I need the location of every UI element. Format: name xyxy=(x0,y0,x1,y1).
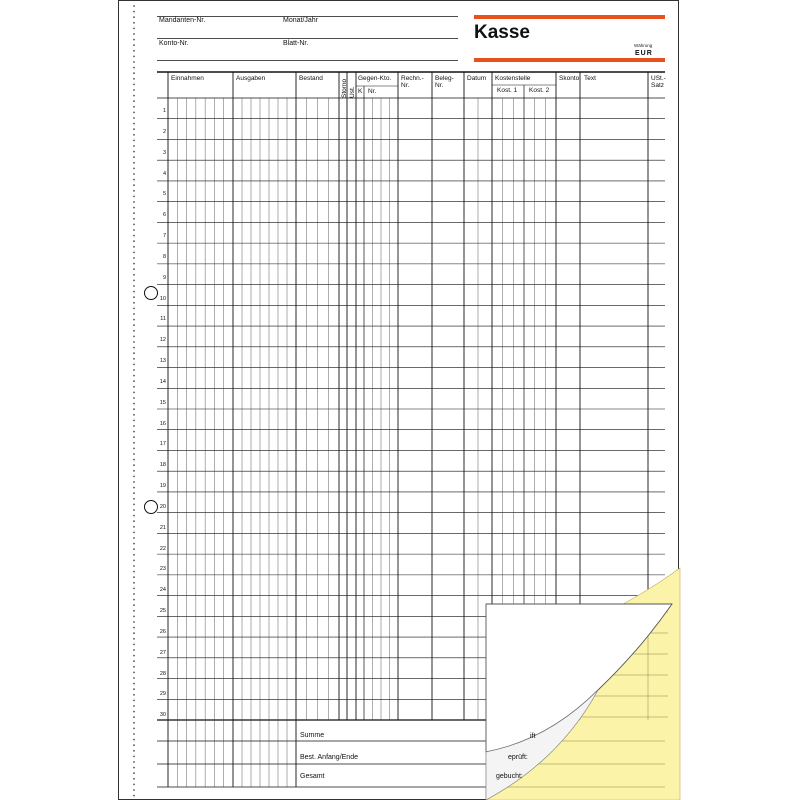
perforation-dot xyxy=(133,61,135,63)
best-anfang-ende-label: Best. Anfang/Ende xyxy=(300,754,358,761)
perforation-dot xyxy=(133,212,135,214)
perforation-dot xyxy=(133,744,135,746)
perforation-dot xyxy=(133,700,135,702)
perforation-dot xyxy=(133,380,135,382)
perforation-dot xyxy=(133,263,135,265)
perforation-dot xyxy=(133,16,135,18)
perforation-dot xyxy=(133,537,135,539)
perforation-dot xyxy=(133,481,135,483)
perforation-dot xyxy=(133,778,135,780)
row-number: 13 xyxy=(159,358,166,364)
perforation-dot xyxy=(133,235,135,237)
col-bestand: Bestand xyxy=(299,75,323,82)
perforation-dot xyxy=(133,588,135,590)
row-number: 15 xyxy=(159,400,166,406)
col-einnahmen: Einnahmen xyxy=(171,75,204,82)
row-number: 26 xyxy=(159,629,166,635)
perforation-dot xyxy=(133,655,135,657)
perforation-dot xyxy=(133,252,135,254)
perforation-dot xyxy=(133,683,135,685)
perforation-dot xyxy=(133,599,135,601)
row-number: 29 xyxy=(159,691,166,697)
perforation-dot xyxy=(133,593,135,595)
row-number: 24 xyxy=(159,587,166,593)
perforation-dot xyxy=(133,565,135,567)
perforation-dot xyxy=(133,408,135,410)
perforation-dot xyxy=(133,330,135,332)
perforation-dot xyxy=(133,201,135,203)
perforation-dot xyxy=(133,772,135,774)
row-number: 23 xyxy=(159,566,166,572)
col-datum: Datum xyxy=(467,75,487,82)
row-number: 28 xyxy=(159,671,166,677)
perforation-dot xyxy=(133,218,135,220)
perforation-dot xyxy=(133,11,135,13)
gebucht-label: gebucht: xyxy=(496,773,523,780)
perforation-dot xyxy=(133,336,135,338)
row-number: 7 xyxy=(162,233,166,239)
perforation-dot xyxy=(133,616,135,618)
row-number: 2 xyxy=(162,129,166,135)
row-number: 6 xyxy=(162,212,166,218)
col-k: K xyxy=(358,88,363,95)
perforation-dot xyxy=(133,711,135,713)
perforation-dot xyxy=(133,487,135,489)
perforation-dot xyxy=(133,89,135,91)
perforation-dot xyxy=(133,274,135,276)
perforation-dot xyxy=(133,672,135,674)
perforation-dot xyxy=(133,364,135,366)
col-kost1: Kost. 1 xyxy=(497,87,518,94)
perforation-dot xyxy=(133,22,135,24)
row-number: 12 xyxy=(159,337,166,343)
perforation-dot xyxy=(133,795,135,797)
row-number: 30 xyxy=(159,712,166,718)
perforation-dot xyxy=(133,649,135,651)
perforation-dot xyxy=(133,145,135,147)
row-number: 5 xyxy=(162,191,166,197)
perforation-dot xyxy=(133,39,135,41)
perforation-dot xyxy=(133,784,135,786)
gesamt-label: Gesamt xyxy=(300,773,325,780)
perforation-dot xyxy=(133,571,135,573)
perforation-dot xyxy=(133,100,135,102)
perforation-dot xyxy=(133,694,135,696)
perforation-dot xyxy=(133,128,135,130)
perforation-dot xyxy=(133,33,135,35)
perforation-dot xyxy=(133,156,135,158)
perforation-dot xyxy=(133,442,135,444)
row-number: 1 xyxy=(162,108,166,114)
perforation-dot xyxy=(133,666,135,668)
perforation-dot xyxy=(133,470,135,472)
col-skonto: Skonto xyxy=(559,75,580,82)
perforation-dot xyxy=(133,352,135,354)
perforation-dot xyxy=(133,560,135,562)
row-number: 14 xyxy=(159,379,166,385)
unterschrift-label: ift xyxy=(530,733,536,740)
perforation-dot xyxy=(133,632,135,634)
row-number: 10 xyxy=(159,296,166,302)
perforation-dot xyxy=(133,123,135,125)
perforation-dot xyxy=(133,660,135,662)
perforation-dot xyxy=(133,67,135,69)
perforation-dot xyxy=(133,761,135,763)
blatt-nr-label: Blatt-Nr. xyxy=(283,40,309,47)
perforation-dot xyxy=(133,756,135,758)
konto-nr-label: Konto-Nr. xyxy=(159,40,189,47)
perforation-dot xyxy=(133,722,135,724)
col-ust-satz: USt.-Satz xyxy=(651,75,666,89)
perforation-dot xyxy=(133,576,135,578)
perforation-dot xyxy=(133,168,135,170)
perforation-dot xyxy=(133,151,135,153)
perforation-dot xyxy=(133,291,135,293)
perforation-dot xyxy=(133,425,135,427)
currency-value: EUR xyxy=(635,50,653,57)
col-ausgaben: Ausgaben xyxy=(236,75,266,82)
perforation-dot xyxy=(133,369,135,371)
perforation-dot xyxy=(133,436,135,438)
perforation-dot xyxy=(133,789,135,791)
row-number: 4 xyxy=(162,171,166,177)
mandanten-nr-label: Mandanten-Nr. xyxy=(159,17,206,24)
perforation-dot xyxy=(133,324,135,326)
perforation-dot xyxy=(133,240,135,242)
perforation-dot xyxy=(133,28,135,30)
row-number: 18 xyxy=(159,462,166,468)
col-text: Text xyxy=(584,75,596,82)
perforation-dot xyxy=(133,476,135,478)
form-title: Kasse xyxy=(474,22,530,43)
perforation-dot xyxy=(133,464,135,466)
perforation-dot xyxy=(133,5,135,7)
col-kost2: Kost. 2 xyxy=(529,87,550,94)
summe-label: Summe xyxy=(300,732,325,739)
perforation-dot xyxy=(133,229,135,231)
perforation-dot xyxy=(133,515,135,517)
perforation-dot xyxy=(133,420,135,422)
perforation-dot xyxy=(133,268,135,270)
perforation-dot xyxy=(133,492,135,494)
perforation-dot xyxy=(133,733,135,735)
perforation-dot xyxy=(133,112,135,114)
perforation-dot xyxy=(133,347,135,349)
perforation-dot xyxy=(133,184,135,186)
row-number: 17 xyxy=(159,441,166,447)
row-number: 20 xyxy=(159,504,166,510)
perforation-dot xyxy=(133,532,135,534)
row-number: 21 xyxy=(159,525,166,531)
col-kostenstelle: Kostenstelle xyxy=(495,75,531,82)
perforation-dot xyxy=(133,224,135,226)
perforation-dot xyxy=(133,196,135,198)
perforation-dot xyxy=(133,56,135,58)
perforation-dot xyxy=(133,72,135,74)
perforation-dot xyxy=(133,403,135,405)
perforation-dot xyxy=(133,84,135,86)
title-accent-bar xyxy=(474,15,665,19)
perforation-dot xyxy=(133,106,135,108)
col-gegen-kto: Gegen-Kto. xyxy=(358,75,392,82)
row-number: 25 xyxy=(159,608,166,614)
row-number: 16 xyxy=(159,421,166,427)
perforation-dot xyxy=(133,285,135,287)
perforation-dot xyxy=(133,604,135,606)
perforation-dot xyxy=(133,627,135,629)
perforation-dot xyxy=(133,140,135,142)
perforation-dot xyxy=(133,644,135,646)
perforation-dot xyxy=(133,688,135,690)
perforation-dot xyxy=(133,308,135,310)
perforation-dot xyxy=(133,280,135,282)
perforation-dot xyxy=(133,392,135,394)
perforation-dot xyxy=(133,95,135,97)
perforation-dot xyxy=(133,548,135,550)
perforation-dot xyxy=(133,520,135,522)
perforation-dot xyxy=(133,621,135,623)
perforation-dot xyxy=(133,638,135,640)
row-number: 11 xyxy=(160,316,166,322)
row-number: 3 xyxy=(162,150,166,156)
perforation-dot xyxy=(133,179,135,181)
row-number: 9 xyxy=(162,275,166,281)
perforation-dot xyxy=(133,78,135,80)
row-number: 8 xyxy=(162,254,166,260)
perforation-dot xyxy=(133,677,135,679)
col-rechn-nr: Rechn.-Nr. xyxy=(401,75,424,89)
perforation-dot xyxy=(133,504,135,506)
perforation-dot xyxy=(133,453,135,455)
perforation-dot xyxy=(133,498,135,500)
perforation-dot xyxy=(133,50,135,52)
perforation-dot xyxy=(133,459,135,461)
perforation-dot xyxy=(133,313,135,315)
perforation-dot xyxy=(133,554,135,556)
perforation-dot xyxy=(133,509,135,511)
row-number: 22 xyxy=(159,546,166,552)
perforation-dot xyxy=(133,750,135,752)
perforation-dot xyxy=(133,386,135,388)
perforation-dot xyxy=(133,341,135,343)
perforation-dot xyxy=(133,448,135,450)
perforation-dot xyxy=(133,302,135,304)
row-number: 27 xyxy=(159,650,166,656)
perforation-dot xyxy=(133,582,135,584)
title-accent-bar xyxy=(474,58,665,62)
perforation-dot xyxy=(133,44,135,46)
geprueft-label: eprüft: xyxy=(508,754,528,761)
perforation-dot xyxy=(133,319,135,321)
currency-label: Währung xyxy=(634,43,653,48)
col-beleg-nr: Beleg-Nr. xyxy=(435,75,454,89)
perforation-dot xyxy=(133,414,135,416)
perforation-dot xyxy=(133,162,135,164)
perforation-dot xyxy=(133,375,135,377)
perforation-dot xyxy=(133,610,135,612)
perforation-dot xyxy=(133,716,135,718)
perforation-dot xyxy=(133,117,135,119)
perforation-dot xyxy=(133,358,135,360)
perforation-dot xyxy=(133,526,135,528)
perforation-dot xyxy=(133,705,135,707)
perforation-dot xyxy=(133,296,135,298)
perforation-dot xyxy=(133,246,135,248)
row-number: 19 xyxy=(159,483,166,489)
perforation-dot xyxy=(133,397,135,399)
perforation-dot xyxy=(133,207,135,209)
perforation-dot xyxy=(133,767,135,769)
perforation-dot xyxy=(133,173,135,175)
perforation-dot xyxy=(133,431,135,433)
col-storno: Storno xyxy=(341,78,348,98)
monat-jahr-label: Monat/Jahr xyxy=(283,17,319,24)
perforation-dot xyxy=(133,134,135,136)
perforation-dot xyxy=(133,728,135,730)
perforation-dot xyxy=(133,257,135,259)
perforation-dot xyxy=(133,190,135,192)
perforation-dot xyxy=(133,543,135,545)
col-nr: Nr. xyxy=(368,88,377,95)
col-ust: Ust. xyxy=(349,86,356,98)
perforation-dot xyxy=(133,739,135,741)
